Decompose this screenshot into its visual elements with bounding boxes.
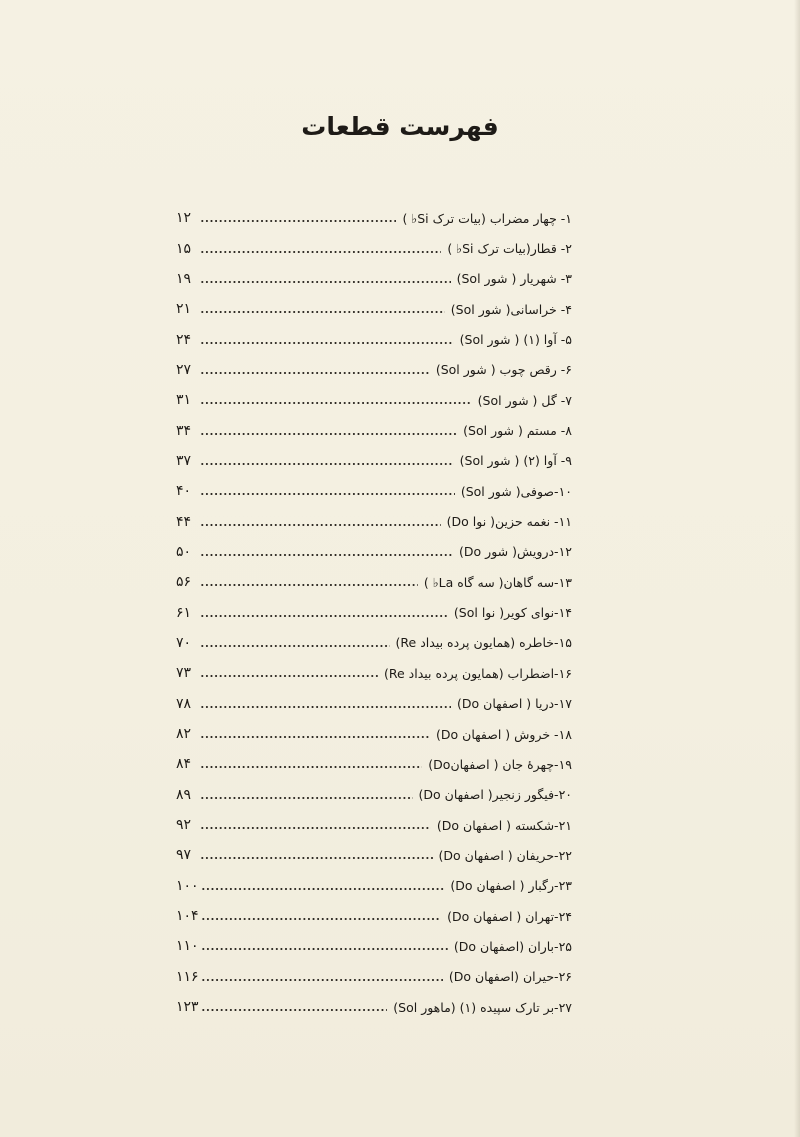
toc-entry-title: ۷- گل ( شور Sol) <box>477 392 572 408</box>
table-of-contents <box>176 203 572 1022</box>
toc-entry-title: ۵- آوا (۱) ( شور Sol) <box>459 332 572 348</box>
toc-entry-title: ۱- چهار مضراب (بیات ترک Si♭ ) <box>402 210 572 226</box>
toc-entry-title: ۱۷-دریا ( اصفهان Do) <box>457 696 572 712</box>
toc-entry <box>176 203 572 233</box>
dot-leader <box>200 281 451 283</box>
toc-page-number: ۱۲ <box>176 210 192 227</box>
toc-page-number: ۴۴ <box>176 513 192 530</box>
dot-leader <box>200 766 422 768</box>
dot-leader <box>200 645 390 647</box>
dot-leader <box>201 888 445 890</box>
toc-entry-title: ۲- قطار(بیات ترک Si♭ ) <box>447 241 572 257</box>
toc-page-number: ۱۹ <box>176 270 192 287</box>
toc-entry-title: ۳- شهریار ( شور Sol) <box>456 271 572 287</box>
page-title: فهرست قطعات <box>301 112 499 141</box>
toc-entry-title: ۲۲-حریفان ( اصفهان Do) <box>438 847 572 863</box>
toc-entry-title: ۱۲-درویش( شور Do) <box>459 544 572 560</box>
dot-leader <box>200 857 433 859</box>
dot-leader <box>201 1009 388 1011</box>
toc-entry <box>176 476 572 506</box>
dot-leader <box>200 736 430 738</box>
toc-entry <box>176 901 572 931</box>
toc-entry <box>176 233 572 263</box>
dot-leader <box>201 918 442 920</box>
toc-entry <box>176 962 572 992</box>
toc-entry <box>176 355 572 385</box>
dot-leader <box>201 948 448 950</box>
toc-page-number: ۸۲ <box>176 726 192 743</box>
toc-entry <box>176 324 572 354</box>
toc-entry <box>176 385 572 415</box>
dot-leader <box>200 493 455 495</box>
toc-page-number: ۶۱ <box>176 604 192 621</box>
toc-entry-title: ۴- خراسانی( شور Sol) <box>450 301 572 317</box>
dot-leader <box>200 220 396 222</box>
toc-page-number: ۱۱۰ <box>176 938 199 955</box>
dot-leader <box>200 554 453 556</box>
dot-leader <box>200 524 441 526</box>
toc-entry-title: ۱۳-سه گاهان( سه گاه La♭ ) <box>423 574 572 590</box>
toc-entry-title: ۱۸- خروش ( اصفهان Do) <box>436 726 572 742</box>
toc-entry-title: ۱۹-چهرهٔ جان ( اصفهانDo) <box>428 756 572 772</box>
toc-entry <box>176 689 572 719</box>
dot-leader <box>200 372 430 374</box>
toc-page-number: ۱۱۶ <box>176 968 199 985</box>
toc-page-number: ۳۱ <box>176 392 192 409</box>
toc-page-number: ۲۷ <box>176 361 192 378</box>
toc-page-number: ۲۴ <box>176 331 192 348</box>
dot-leader <box>200 584 418 586</box>
toc-entry <box>176 506 572 536</box>
toc-entry-title: ۸- مستم ( شور Sol) <box>463 423 572 439</box>
toc-page-number: ۳۴ <box>176 422 192 439</box>
toc-page-number: ۵۶ <box>176 574 192 591</box>
toc-page-number: ۷۸ <box>176 695 192 712</box>
toc-entry-title: ۲۷-بر تارک سپیده (۱) (ماهور Sol) <box>393 999 572 1015</box>
toc-entry <box>176 446 572 476</box>
toc-entry <box>176 294 572 324</box>
toc-page-number: ۱۲۳ <box>176 999 199 1016</box>
toc-entry <box>176 992 572 1022</box>
toc-entry-title: ۱۴-نوای کویر( نوا Sol) <box>453 605 572 621</box>
toc-page-number: ۱۰۴ <box>176 908 199 925</box>
toc-entry <box>176 871 572 901</box>
toc-page-number: ۹۲ <box>176 817 192 834</box>
toc-entry <box>176 264 572 294</box>
dot-leader <box>200 615 448 617</box>
dot-leader <box>200 463 454 465</box>
dot-leader <box>201 979 443 981</box>
toc-page-number: ۸۴ <box>176 756 192 773</box>
toc-entry-title: ۱۶-اضطراب (همایون پرده بیداد Re) <box>383 665 572 681</box>
toc-entry-title: ۱۰-صوفی( شور Sol) <box>460 483 572 499</box>
toc-entry <box>176 628 572 658</box>
toc-entry-title: ۲۱-شکسته ( اصفهان Do) <box>436 817 572 833</box>
toc-entry <box>176 810 572 840</box>
toc-entry <box>176 840 572 870</box>
toc-entry-title: ۶- رقص چوب ( شور Sol) <box>435 362 572 378</box>
dot-leader <box>200 675 378 677</box>
toc-entry-title: ۲۵-باران (اصفهان Do) <box>453 938 572 954</box>
dot-leader <box>200 342 454 344</box>
toc-page-number: ۷۳ <box>176 665 192 682</box>
toc-entry-title: ۲۴-تهران ( اصفهان Do) <box>447 908 572 924</box>
toc-page-number: ۱۰۰ <box>176 877 199 894</box>
toc-entry-title: ۲۳-رگبار ( اصفهان Do) <box>450 878 572 894</box>
toc-entry <box>176 719 572 749</box>
dot-leader <box>200 402 472 404</box>
toc-entry-title: ۹- آوا (۲) ( شور Sol) <box>459 453 572 469</box>
toc-page-number: ۸۹ <box>176 786 192 803</box>
toc-entry <box>176 749 572 779</box>
toc-page-number: ۴۰ <box>176 483 192 500</box>
toc-entry <box>176 597 572 627</box>
toc-page-number: ۵۰ <box>176 543 192 560</box>
toc-entry-title: ۱۵-خاطره (همایون پرده بیداد Re) <box>395 635 572 651</box>
dot-leader <box>200 797 413 799</box>
toc-page-number: ۷۰ <box>176 634 192 651</box>
toc-page-number: ۳۷ <box>176 452 192 469</box>
toc-page-number: ۹۷ <box>176 847 192 864</box>
toc-entry <box>176 780 572 810</box>
toc-entry <box>176 567 572 597</box>
toc-entry <box>176 658 572 688</box>
dot-leader <box>200 251 441 253</box>
toc-page-number: ۲۱ <box>176 301 192 318</box>
toc-page-number: ۱۵ <box>176 240 192 257</box>
toc-entry <box>176 537 572 567</box>
toc-entry-title: ۱۱- نغمه حزین( نوا Do) <box>446 514 572 530</box>
toc-entry-title: ۲۰-فیگور زنجیر( اصفهان Do) <box>418 787 572 803</box>
toc-entry-title: ۲۶-حیران (اصفهان Do) <box>448 969 572 985</box>
dot-leader <box>200 827 431 829</box>
toc-entry <box>176 931 572 961</box>
dot-leader <box>200 433 457 435</box>
page-edge-shadow <box>794 0 800 1137</box>
dot-leader <box>200 311 445 313</box>
dot-leader <box>200 706 451 708</box>
toc-entry <box>176 415 572 445</box>
